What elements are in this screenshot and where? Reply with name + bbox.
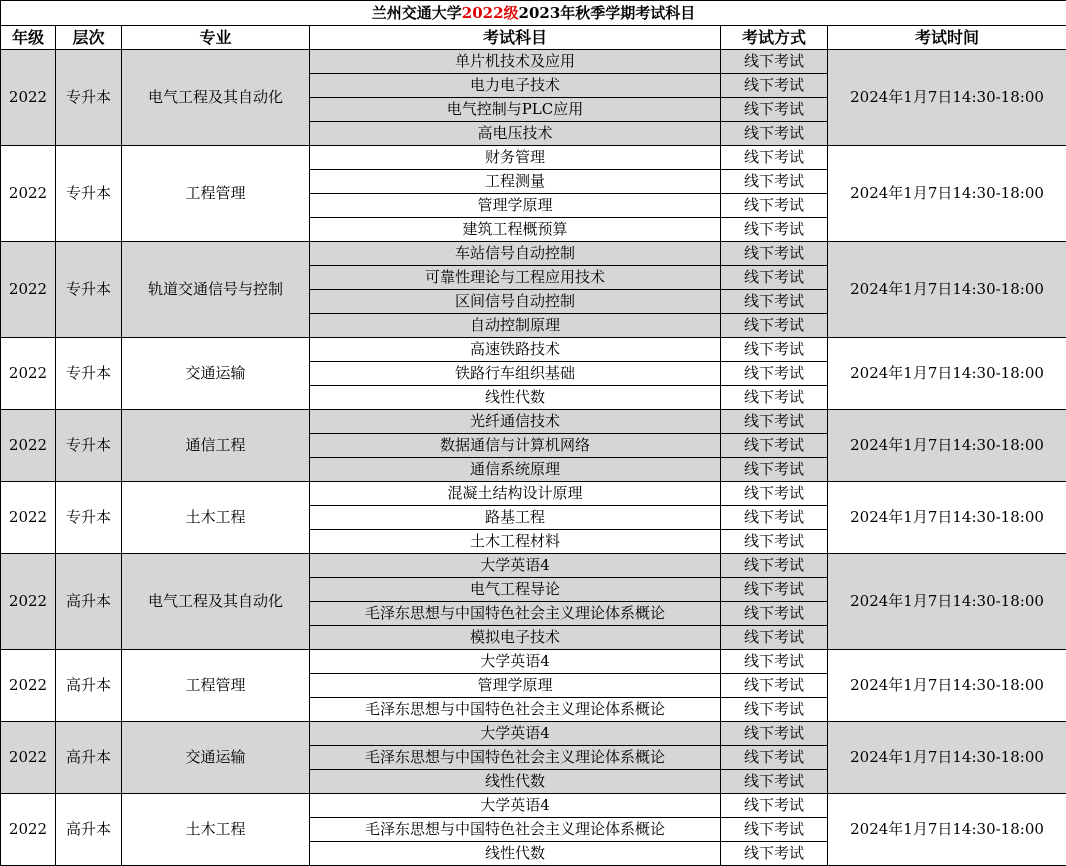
exam-mode-cell: 线下考试 — [721, 386, 828, 410]
header-grade: 年级 — [1, 26, 56, 50]
subject-cell: 电气工程导论 — [310, 578, 721, 602]
exam-mode-cell: 线下考试 — [721, 338, 828, 362]
exam-mode-cell: 线下考试 — [721, 194, 828, 218]
exam-mode-cell: 线下考试 — [721, 410, 828, 434]
exam-mode-cell: 线下考试 — [721, 434, 828, 458]
level-cell: 专升本 — [56, 50, 122, 146]
subject-cell: 自动控制原理 — [310, 314, 721, 338]
exam-mode-cell: 线下考试 — [721, 458, 828, 482]
exam-time-cell: 2024年1月7日14:30-18:00 — [828, 650, 1066, 722]
exam-mode-cell: 线下考试 — [721, 218, 828, 242]
exam-mode-cell: 线下考试 — [721, 170, 828, 194]
level-cell: 高升本 — [56, 722, 122, 794]
exam-mode-cell: 线下考试 — [721, 818, 828, 842]
exam-time-cell: 2024年1月7日14:30-18:00 — [828, 338, 1066, 410]
table-row — [1, 410, 1066, 434]
title-part2: 2023年秋季学期考试科目 — [519, 4, 696, 22]
level-cell: 高升本 — [56, 650, 122, 722]
exam-time-cell: 2024年1月7日14:30-18:00 — [828, 794, 1066, 866]
major-cell: 工程管理 — [122, 650, 310, 722]
major-cell: 工程管理 — [122, 146, 310, 242]
header-row — [1, 26, 1066, 50]
subject-cell: 数据通信与计算机网络 — [310, 434, 721, 458]
header-major: 专业 — [122, 26, 310, 50]
exam-mode-cell: 线下考试 — [721, 722, 828, 746]
exam-mode-cell: 线下考试 — [721, 266, 828, 290]
exam-mode-cell: 线下考试 — [721, 650, 828, 674]
header-level: 层次 — [56, 26, 122, 50]
subject-cell: 财务管理 — [310, 146, 721, 170]
exam-time-cell: 2024年1月7日14:30-18:00 — [828, 242, 1066, 338]
subject-cell: 毛泽东思想与中国特色社会主义理论体系概论 — [310, 602, 721, 626]
level-cell: 高升本 — [56, 794, 122, 866]
subject-cell: 高电压技术 — [310, 122, 721, 146]
exam-mode-cell: 线下考试 — [721, 770, 828, 794]
exam-mode-cell: 线下考试 — [721, 314, 828, 338]
subject-cell: 建筑工程概预算 — [310, 218, 721, 242]
subject-cell: 大学英语4 — [310, 554, 721, 578]
header-exam-mode: 考试方式 — [721, 26, 828, 50]
exam-mode-cell: 线下考试 — [721, 362, 828, 386]
table-row — [1, 242, 1066, 266]
table-row — [1, 650, 1066, 674]
major-cell: 电气工程及其自动化 — [122, 554, 310, 650]
exam-mode-cell: 线下考试 — [721, 98, 828, 122]
exam-mode-cell: 线下考试 — [721, 74, 828, 98]
major-cell: 土木工程 — [122, 482, 310, 554]
subject-cell: 毛泽东思想与中国特色社会主义理论体系概论 — [310, 818, 721, 842]
subject-cell: 线性代数 — [310, 842, 721, 866]
exam-mode-cell: 线下考试 — [721, 290, 828, 314]
table-row — [1, 554, 1066, 578]
level-cell: 专升本 — [56, 242, 122, 338]
table-row — [1, 482, 1066, 506]
subject-cell: 路基工程 — [310, 506, 721, 530]
subject-cell: 电气控制与PLC应用 — [310, 98, 721, 122]
exam-mode-cell: 线下考试 — [721, 674, 828, 698]
exam-mode-cell: 线下考试 — [721, 794, 828, 818]
grade-cell: 2022 — [1, 338, 56, 410]
grade-cell: 2022 — [1, 722, 56, 794]
subject-cell: 线性代数 — [310, 770, 721, 794]
subject-cell: 单片机技术及应用 — [310, 50, 721, 74]
header-exam-time: 考试时间 — [828, 26, 1066, 50]
exam-mode-cell: 线下考试 — [721, 146, 828, 170]
level-cell: 专升本 — [56, 410, 122, 482]
exam-time-cell: 2024年1月7日14:30-18:00 — [828, 554, 1066, 650]
table-title — [1, 1, 1066, 26]
header-subject: 考试科目 — [310, 26, 721, 50]
major-cell: 轨道交通信号与控制 — [122, 242, 310, 338]
exam-mode-cell: 线下考试 — [721, 50, 828, 74]
table-body — [1, 50, 1066, 866]
subject-cell: 管理学原理 — [310, 194, 721, 218]
table-row — [1, 338, 1066, 362]
level-cell: 高升本 — [56, 554, 122, 650]
major-cell: 通信工程 — [122, 410, 310, 482]
major-cell: 电气工程及其自动化 — [122, 50, 310, 146]
exam-time-cell: 2024年1月7日14:30-18:00 — [828, 722, 1066, 794]
subject-cell: 高速铁路技术 — [310, 338, 721, 362]
exam-mode-cell: 线下考试 — [721, 698, 828, 722]
grade-cell: 2022 — [1, 146, 56, 242]
subject-cell: 管理学原理 — [310, 674, 721, 698]
grade-cell: 2022 — [1, 482, 56, 554]
subject-cell: 大学英语4 — [310, 650, 721, 674]
table-row — [1, 794, 1066, 818]
subject-cell: 可靠性理论与工程应用技术 — [310, 266, 721, 290]
exam-mode-cell: 线下考试 — [721, 482, 828, 506]
exam-mode-cell: 线下考试 — [721, 746, 828, 770]
table-row — [1, 146, 1066, 170]
exam-mode-cell: 线下考试 — [721, 602, 828, 626]
exam-mode-cell: 线下考试 — [721, 578, 828, 602]
grade-cell: 2022 — [1, 554, 56, 650]
subject-cell: 大学英语4 — [310, 794, 721, 818]
exam-mode-cell: 线下考试 — [721, 506, 828, 530]
subject-cell: 电力电子技术 — [310, 74, 721, 98]
grade-cell: 2022 — [1, 50, 56, 146]
exam-time-cell: 2024年1月7日14:30-18:00 — [828, 410, 1066, 482]
exam-mode-cell: 线下考试 — [721, 842, 828, 866]
exam-mode-cell: 线下考试 — [721, 242, 828, 266]
subject-cell: 大学英语4 — [310, 722, 721, 746]
subject-cell: 工程测量 — [310, 170, 721, 194]
subject-cell: 模拟电子技术 — [310, 626, 721, 650]
grade-cell: 2022 — [1, 242, 56, 338]
grade-cell: 2022 — [1, 650, 56, 722]
major-cell: 交通运输 — [122, 722, 310, 794]
exam-mode-cell: 线下考试 — [721, 626, 828, 650]
exam-mode-cell: 线下考试 — [721, 122, 828, 146]
major-cell: 交通运输 — [122, 338, 310, 410]
table-row — [1, 722, 1066, 746]
exam-mode-cell: 线下考试 — [721, 554, 828, 578]
subject-cell: 铁路行车组织基础 — [310, 362, 721, 386]
level-cell: 专升本 — [56, 146, 122, 242]
subject-cell: 光纤通信技术 — [310, 410, 721, 434]
exam-time-cell: 2024年1月7日14:30-18:00 — [828, 482, 1066, 554]
major-cell: 土木工程 — [122, 794, 310, 866]
level-cell: 专升本 — [56, 482, 122, 554]
exam-mode-cell: 线下考试 — [721, 530, 828, 554]
exam-time-cell: 2024年1月7日14:30-18:00 — [828, 146, 1066, 242]
subject-cell: 区间信号自动控制 — [310, 290, 721, 314]
subject-cell: 毛泽东思想与中国特色社会主义理论体系概论 — [310, 746, 721, 770]
title-highlight: 2022级 — [462, 4, 519, 22]
subject-cell: 通信系统原理 — [310, 458, 721, 482]
subject-cell: 混凝土结构设计原理 — [310, 482, 721, 506]
table-row — [1, 50, 1066, 74]
subject-cell: 线性代数 — [310, 386, 721, 410]
subject-cell: 车站信号自动控制 — [310, 242, 721, 266]
exam-time-cell: 2024年1月7日14:30-18:00 — [828, 50, 1066, 146]
grade-cell: 2022 — [1, 794, 56, 866]
subject-cell: 毛泽东思想与中国特色社会主义理论体系概论 — [310, 698, 721, 722]
title-part1: 兰州交通大学 — [372, 4, 462, 22]
subject-cell: 土木工程材料 — [310, 530, 721, 554]
grade-cell: 2022 — [1, 410, 56, 482]
level-cell: 专升本 — [56, 338, 122, 410]
